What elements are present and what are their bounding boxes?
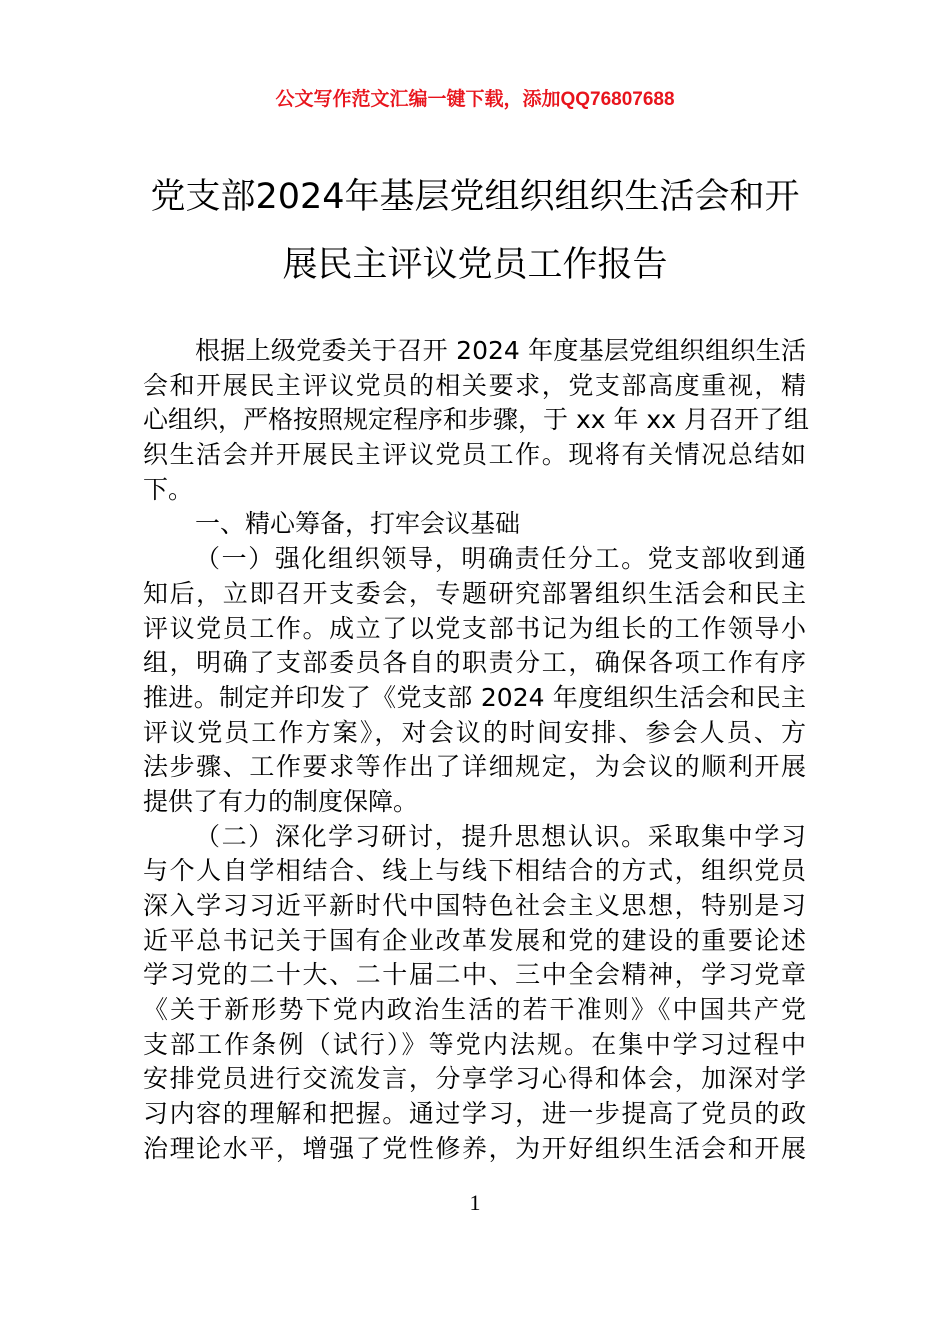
body-line: 深入学习习近平新时代中国特色社会主义思想，特别是习 [143, 891, 806, 920]
body-line: 《关于新形势下党内政治生活的若干准则》《中国共产党 [143, 995, 806, 1025]
download-watermark-header: 公文写作范文汇编一键下载，添加QQ76807688 [275, 89, 675, 110]
body-line: （一）强化组织领导，明确责任分工。党支部收到通 [195, 544, 806, 574]
body-line: 知后，立即召开支委会，专题研究部署组织生活会和民主 [143, 578, 806, 608]
page-number: 1 [469, 1190, 481, 1215]
body-line: 会和开展民主评议党员的相关要求，党支部高度重视，精 [143, 370, 806, 400]
body-line: 学习党的二十大、二十届二中、三中全会精神，学习党章 [143, 960, 806, 990]
body-line: 支部工作条例（试行）》等党内法规。在集中学习过程中 [143, 1029, 806, 1059]
body-line: 推进。制定并印发了《党支部 2024 年度组织生活会和民主 [143, 682, 806, 712]
body-line: 心组织，严格按照规定程序和步骤，于 xx 年 xx 月召开了组 [143, 405, 809, 435]
body-line: 评议党员工作。成立了以党支部书记为组长的工作领导小 [143, 613, 806, 643]
body-line: 下。 [143, 474, 194, 504]
body-line: 评议党员工作方案》，对会议的时间安排、参会人员、方 [143, 717, 806, 747]
body-line: 根据上级党委关于召开 2024 年度基层党组织组织生活 [195, 336, 806, 365]
body-line: 习内容的理解和把握。通过学习，进一步提高了党员的政 [143, 1099, 806, 1129]
body-line: 治理论水平，增强了党性修养，为开好组织生活会和开展 [143, 1133, 806, 1163]
body-line: （二）深化学习研讨，提升思想认识。采取集中学习 [195, 821, 806, 851]
section-heading: 一、精心筹备，打牢会议基础 [195, 509, 521, 539]
document-body [143, 334, 809, 1167]
document-title-line-2: 展民主评议党员工作报告 [282, 245, 668, 285]
body-line: 组，明确了支部委员各自的职责分工，确保各项工作有序 [143, 648, 806, 678]
body-line: 法步骤、工作要求等作出了详细规定，为会议的顺利开展 [143, 752, 806, 782]
body-line: 安排党员进行交流发言，分享学习心得和体会，加深对学 [143, 1064, 806, 1094]
body-line: 织生活会并开展民主评议党员工作。现将有关情况总结如 [143, 440, 806, 470]
body-line: 近平总书记关于国有企业改革发展和党的建设的重要论述 [143, 925, 806, 955]
document-title-line-1: 党支部2024年基层党组织组织生活会和开 [150, 177, 800, 217]
body-line: 提供了有力的制度保障。 [143, 786, 419, 816]
body-line: 与个人自学相结合、线上与线下相结合的方式，组织党员 [143, 856, 806, 886]
